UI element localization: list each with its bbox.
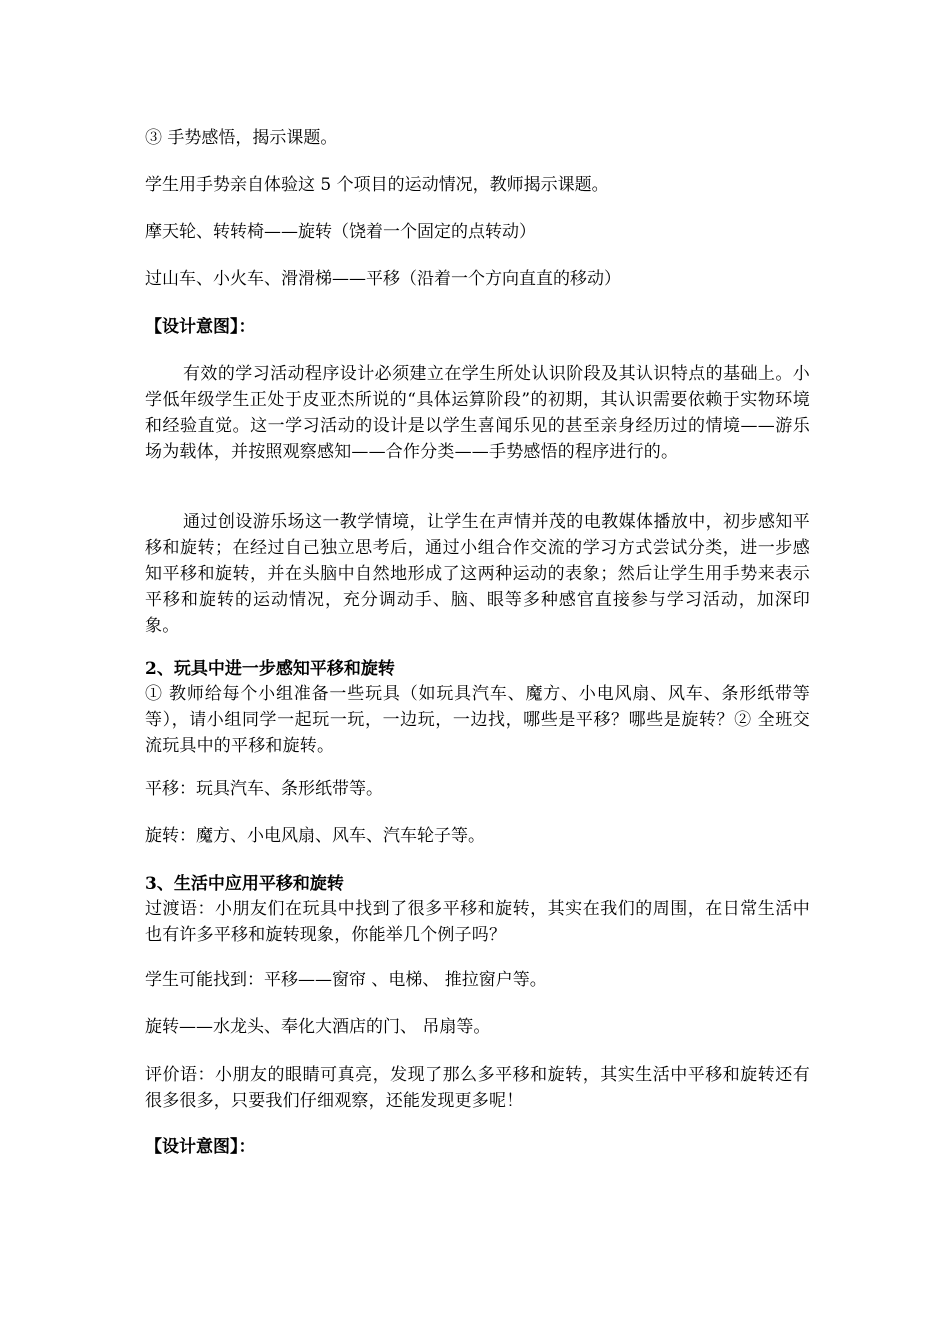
life-rotation-line: 旋转——水龙头、奉化大酒店的门、 吊扇等。 [145, 1017, 491, 1037]
transition-paragraph: 过渡语：小朋友们在玩具中找到了很多平移和旋转，其实在我们的周围，在日常生活中也有许多平移和旋转现象，你能举几个例子吗？ [145, 899, 810, 945]
section-2-heading: 2、玩具中进一步感知平移和旋转 [145, 659, 395, 679]
evaluation-paragraph: 评价语：小朋友的眼睛可真亮，发现了那么多平移和旋转，其实生活中平移和旋转还有很多很多，只要我们仔细观察，还能发现更多呢！ [145, 1065, 810, 1111]
design-intent-heading-1: 【设计意图】： [145, 317, 256, 337]
life-translation-line: 学生可能找到：平移——窗帘 、电梯、 推拉窗户等。 [145, 970, 547, 990]
document-page [145, 0, 810, 1344]
gesture-experience-line: 学生用手势亲自体验这 5 个项目的运动情况，教师揭示课题。 [145, 175, 609, 195]
design-intent-paragraph-1: 有效的学习活动程序设计必须建立在学生所处认识阶段及其认识特点的基础上。小学低年级学生正处于皮亚杰所说的“具体运算阶段”的初期，其认识需要依赖于实物环境和经验直觉。这一学习活动的设计是以学生喜闻乐见的甚至亲身经历过的情境——游乐场为载体，并按照观察感知——合作分类——手势感悟的程序进行的。 [145, 364, 810, 462]
toy-translation-line: 平移：玩具汽车、条形纸带等。 [145, 779, 383, 799]
design-intent-heading-2: 【设计意图】： [145, 1137, 256, 1157]
rotation-examples-line: 摩天轮、转转椅——旋转（饶着一个固定的点转动） [145, 222, 536, 242]
step-3-line: ③ 手势感悟，揭示课题。 [145, 128, 338, 148]
design-intent-paragraph-2: 通过创设游乐场这一教学情境，让学生在声情并茂的电教媒体播放中，初步感知平移和旋转；在经过自己独立思考后，通过小组合作交流的学习方式尝试分类，进一步感知平移和旋转，并在头脑中自然地形成了这两种运动的表象；然后让学生用手势来表示平移和旋转的运动情况，充分调动手、脑、眼等多种感官直接参与学习活动，加深印象。 [145, 512, 810, 636]
translation-examples-line: 过山车、小火车、滑滑梯——平移（沿着一个方向直直的移动） [145, 269, 621, 289]
section-2-paragraph: ① 教师给每个小组准备一些玩具（如玩具汽车、魔方、小电风扇、风车、条形纸带等等），请小组同学一起玩一玩，一边玩，一边找，哪些是平移？哪些是旋转？② 全班交流玩具中的平移和旋转。 [145, 684, 810, 756]
section-3-heading: 3、生活中应用平移和旋转 [145, 874, 344, 894]
toy-rotation-line: 旋转：魔方、小电风扇、风车、汽车轮子等。 [145, 826, 485, 846]
